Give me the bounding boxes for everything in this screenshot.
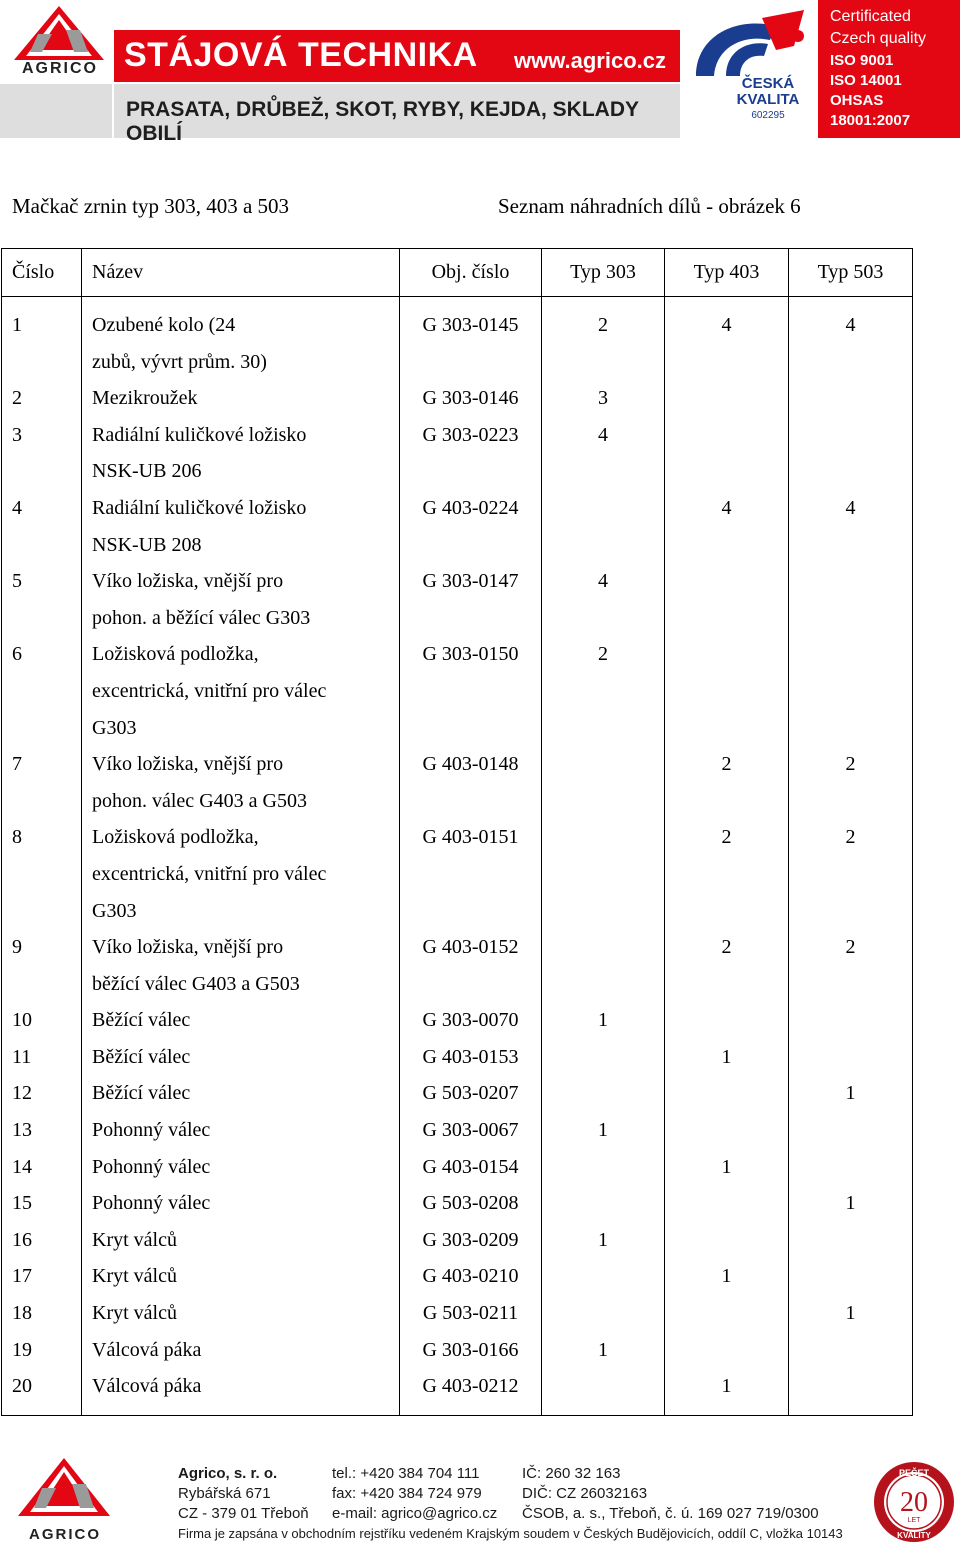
cell-number: 15 bbox=[2, 1185, 82, 1222]
cell-number: 17 bbox=[2, 1258, 82, 1295]
cell-name: Víko ložiska, vnější pro běžící válec G403 a G503 bbox=[82, 929, 400, 1002]
table-row bbox=[2, 1039, 913, 1076]
cell-qty-303 bbox=[542, 1185, 665, 1222]
cell-qty-403: 2 bbox=[665, 929, 789, 1002]
cell-qty-503 bbox=[789, 563, 913, 636]
table-row bbox=[2, 1295, 913, 1332]
cell-qty-503: 2 bbox=[789, 746, 913, 819]
cert-line: ISO 14001 bbox=[830, 72, 902, 89]
cell-name: Radiální kuličkové ložisko NSK-UB 208 bbox=[82, 490, 400, 563]
cell-name: Běžící válec bbox=[82, 1002, 400, 1039]
cell-qty-403 bbox=[665, 1075, 789, 1112]
cell-order-number: G 303-0145 bbox=[400, 297, 542, 381]
cell-qty-303 bbox=[542, 746, 665, 819]
cell-qty-403 bbox=[665, 1222, 789, 1259]
table-row bbox=[2, 490, 913, 563]
column-header: Typ 403 bbox=[665, 249, 789, 297]
cell-number: 10 bbox=[2, 1002, 82, 1039]
cert-line: OHSAS bbox=[830, 92, 884, 109]
table-row bbox=[2, 1112, 913, 1149]
cell-name: Běžící válec bbox=[82, 1075, 400, 1112]
cell-qty-303 bbox=[542, 1149, 665, 1186]
cell-qty-503: 1 bbox=[789, 1075, 913, 1112]
cell-qty-303: 4 bbox=[542, 563, 665, 636]
cell-qty-403: 4 bbox=[665, 297, 789, 381]
cell-qty-503 bbox=[789, 1112, 913, 1149]
cell-order-number: G 503-0207 bbox=[400, 1075, 542, 1112]
cell-number: 12 bbox=[2, 1075, 82, 1112]
table-row bbox=[2, 819, 913, 929]
cell-qty-503 bbox=[789, 1258, 913, 1295]
table-row bbox=[2, 746, 913, 819]
cell-order-number: G 303-0067 bbox=[400, 1112, 542, 1149]
cell-qty-403 bbox=[665, 1002, 789, 1039]
cell-qty-403 bbox=[665, 1112, 789, 1149]
table-row bbox=[2, 417, 913, 490]
cert-line: ISO 9001 bbox=[830, 52, 894, 69]
cell-number: 14 bbox=[2, 1149, 82, 1186]
cell-qty-503: 1 bbox=[789, 1185, 913, 1222]
footer-contact bbox=[332, 1464, 497, 1524]
quality-mark-line2: KVALITA bbox=[736, 91, 800, 108]
footer-brand-word: AGRICO bbox=[29, 1526, 101, 1543]
cell-qty-403: 2 bbox=[665, 746, 789, 819]
footer-registry-note: Firma je zapsána v obchodním rejstříku vedeném Krajským soudem v Českých Budějovicích, oddíl C, vložka 10143 bbox=[178, 1526, 843, 1541]
cell-qty-303: 1 bbox=[542, 1222, 665, 1259]
cell-name: Ložisková podložka, excentrická, vnitřní pro válec G303 bbox=[82, 636, 400, 746]
cell-name: Kryt válců bbox=[82, 1295, 400, 1332]
quality-mark-line1: ČESKÁ bbox=[741, 75, 795, 92]
cell-number: 16 bbox=[2, 1222, 82, 1259]
cell-qty-403: 1 bbox=[665, 1149, 789, 1186]
table-row bbox=[2, 1332, 913, 1369]
cell-name: Kryt válců bbox=[82, 1222, 400, 1259]
cell-qty-303: 1 bbox=[542, 1002, 665, 1039]
cell-qty-303: 4 bbox=[542, 417, 665, 490]
cell-qty-303: 2 bbox=[542, 636, 665, 746]
cell-qty-503: 2 bbox=[789, 819, 913, 929]
cell-order-number: G 303-0147 bbox=[400, 563, 542, 636]
company-name: Agrico, s. r. o. bbox=[178, 1465, 278, 1482]
cell-number: 1 bbox=[2, 297, 82, 381]
cell-qty-403: 1 bbox=[665, 1039, 789, 1076]
company-city: CZ - 379 01 Třeboň bbox=[178, 1505, 309, 1522]
document-title: Mačkač zrnin typ 303, 403 a 503 bbox=[12, 194, 290, 218]
cell-number: 19 bbox=[2, 1332, 82, 1369]
table-header-row bbox=[2, 249, 913, 297]
column-header: Typ 503 bbox=[789, 249, 913, 297]
cell-order-number: G 403-0153 bbox=[400, 1039, 542, 1076]
cert-line: 18001:2007 bbox=[830, 112, 911, 129]
cell-qty-503 bbox=[789, 417, 913, 490]
brand-word: AGRICO bbox=[22, 60, 98, 77]
table-row bbox=[2, 1258, 913, 1295]
cell-qty-403 bbox=[665, 636, 789, 746]
column-header: Obj. číslo bbox=[400, 249, 542, 297]
cell-qty-403 bbox=[665, 563, 789, 636]
cell-qty-503: 4 bbox=[789, 490, 913, 563]
cell-qty-503 bbox=[789, 636, 913, 746]
cell-number: 8 bbox=[2, 819, 82, 929]
cell-name: Kryt válců bbox=[82, 1258, 400, 1295]
column-header: Název bbox=[82, 249, 400, 297]
cell-name: Pohonný válec bbox=[82, 1149, 400, 1186]
table-row bbox=[2, 380, 913, 417]
cell-order-number: G 403-0151 bbox=[400, 819, 542, 929]
cell-name: Pohonný válec bbox=[82, 1185, 400, 1222]
cell-qty-303: 1 bbox=[542, 1112, 665, 1149]
quality-mark-text bbox=[728, 76, 808, 108]
cell-qty-503 bbox=[789, 1332, 913, 1369]
cell-order-number: G 403-0152 bbox=[400, 929, 542, 1002]
table-row bbox=[2, 1222, 913, 1259]
grey-strip bbox=[0, 84, 112, 138]
cell-qty-503 bbox=[789, 380, 913, 417]
cell-qty-503: 4 bbox=[789, 297, 913, 381]
quality-seal-icon bbox=[872, 1460, 956, 1544]
cell-qty-303 bbox=[542, 490, 665, 563]
cell-number: 4 bbox=[2, 490, 82, 563]
cert-line: Czech quality bbox=[830, 30, 927, 47]
cell-qty-303: 2 bbox=[542, 297, 665, 381]
cert-line: Certificated bbox=[830, 8, 911, 25]
cell-name: Válcová páka bbox=[82, 1368, 400, 1415]
cell-qty-303: 3 bbox=[542, 380, 665, 417]
footer-ids bbox=[522, 1464, 819, 1524]
cell-order-number: G 303-0070 bbox=[400, 1002, 542, 1039]
cell-name: Válcová páka bbox=[82, 1332, 400, 1369]
table-row bbox=[2, 636, 913, 746]
seal-top-text: PEČET bbox=[898, 1468, 930, 1478]
cell-name: Běžící válec bbox=[82, 1039, 400, 1076]
cell-number: 6 bbox=[2, 636, 82, 746]
cell-order-number: G 403-0212 bbox=[400, 1368, 542, 1415]
cell-qty-503 bbox=[789, 1002, 913, 1039]
table-row bbox=[2, 1075, 913, 1112]
cell-number: 9 bbox=[2, 929, 82, 1002]
cell-number: 13 bbox=[2, 1112, 82, 1149]
cell-qty-403 bbox=[665, 380, 789, 417]
cell-name: Mezikroužek bbox=[82, 380, 400, 417]
cell-qty-303 bbox=[542, 1075, 665, 1112]
table-body bbox=[2, 297, 913, 1416]
cell-number: 7 bbox=[2, 746, 82, 819]
table-row bbox=[2, 1368, 913, 1415]
cell-qty-503 bbox=[789, 1368, 913, 1415]
contact-email[interactable]: e-mail: agrico@agrico.cz bbox=[332, 1505, 498, 1522]
cell-name: Ozubené kolo (24 zubů, vývrt prům. 30) bbox=[82, 297, 400, 381]
cell-name: Pohonný válec bbox=[82, 1112, 400, 1149]
cell-number: 20 bbox=[2, 1368, 82, 1415]
cell-order-number: G 403-0154 bbox=[400, 1149, 542, 1186]
cell-qty-303 bbox=[542, 1295, 665, 1332]
page-header bbox=[0, 0, 960, 145]
cell-number: 2 bbox=[2, 380, 82, 417]
cell-name: Víko ložiska, vnější pro pohon. válec G403 a G503 bbox=[82, 746, 400, 819]
cell-order-number: G 303-0209 bbox=[400, 1222, 542, 1259]
parts-table bbox=[1, 248, 913, 1416]
quality-mark-number: 602295 bbox=[751, 110, 785, 121]
company-bank: ČSOB, a. s., Třeboň, č. ú. 169 027 719/0300 bbox=[522, 1505, 819, 1522]
company-dic: DIČ: CZ 26032163 bbox=[522, 1485, 648, 1502]
cell-number: 18 bbox=[2, 1295, 82, 1332]
cell-order-number: G 403-0148 bbox=[400, 746, 542, 819]
cell-name: Ložisková podložka, excentrická, vnitřní pro válec G303 bbox=[82, 819, 400, 929]
company-ic: IČ: 260 32 163 bbox=[522, 1465, 621, 1482]
cell-qty-403 bbox=[665, 417, 789, 490]
table-row bbox=[2, 929, 913, 1002]
cell-qty-403: 1 bbox=[665, 1258, 789, 1295]
seal-bottom-text: KVALITY bbox=[897, 1531, 931, 1540]
cell-qty-403: 4 bbox=[665, 490, 789, 563]
certification-box bbox=[818, 0, 960, 138]
cell-number: 5 bbox=[2, 563, 82, 636]
cell-order-number: G 303-0146 bbox=[400, 380, 542, 417]
cell-number: 11 bbox=[2, 1039, 82, 1076]
footer-company bbox=[178, 1464, 309, 1524]
cell-qty-303 bbox=[542, 819, 665, 929]
table-row bbox=[2, 297, 913, 381]
cell-qty-403 bbox=[665, 1185, 789, 1222]
cell-qty-503 bbox=[789, 1039, 913, 1076]
cell-qty-503 bbox=[789, 1222, 913, 1259]
cell-qty-303 bbox=[542, 1368, 665, 1415]
website-link[interactable]: www.agrico.cz bbox=[513, 48, 666, 73]
cell-qty-403: 1 bbox=[665, 1368, 789, 1415]
seal-unit-text: LET bbox=[907, 1517, 921, 1524]
cell-qty-303 bbox=[542, 1258, 665, 1295]
cell-qty-303 bbox=[542, 929, 665, 1002]
table-row bbox=[2, 563, 913, 636]
cell-order-number: G 303-0223 bbox=[400, 417, 542, 490]
contact-fax: fax: +420 384 724 979 bbox=[332, 1485, 482, 1502]
company-street: Rybářská 671 bbox=[178, 1485, 271, 1502]
cell-name: Radiální kuličkové ložisko NSK-UB 206 bbox=[82, 417, 400, 490]
cell-order-number: G 303-0150 bbox=[400, 636, 542, 746]
seal-number: 20 bbox=[900, 1487, 928, 1518]
cell-order-number: G 303-0166 bbox=[400, 1332, 542, 1369]
cell-order-number: G 503-0208 bbox=[400, 1185, 542, 1222]
cell-qty-403 bbox=[665, 1332, 789, 1369]
cell-name: Víko ložiska, vnější pro pohon. a běžící válec G303 bbox=[82, 563, 400, 636]
banner-subtitle: PRASATA, DRŮBEŽ, SKOT, RYBY, KEJDA, SKLADY OBILÍ bbox=[126, 98, 639, 145]
subtitle-band bbox=[114, 84, 680, 145]
cell-qty-503: 2 bbox=[789, 929, 913, 1002]
cell-qty-303: 1 bbox=[542, 1332, 665, 1369]
title-band bbox=[114, 30, 680, 82]
document-subtitle: Seznam náhradních dílů - obrázek 6 bbox=[498, 194, 801, 218]
cell-qty-403: 2 bbox=[665, 819, 789, 929]
cell-qty-403 bbox=[665, 1295, 789, 1332]
cell-order-number: G 403-0210 bbox=[400, 1258, 542, 1295]
banner-title: STÁJOVÁ TECHNIKA bbox=[124, 36, 478, 74]
cell-number: 3 bbox=[2, 417, 82, 490]
table-row bbox=[2, 1185, 913, 1222]
cell-qty-303 bbox=[542, 1039, 665, 1076]
cell-qty-503: 1 bbox=[789, 1295, 913, 1332]
cell-order-number: G 503-0211 bbox=[400, 1295, 542, 1332]
table-row bbox=[2, 1149, 913, 1186]
column-header: Číslo bbox=[2, 249, 82, 297]
cell-order-number: G 403-0224 bbox=[400, 490, 542, 563]
cell-qty-503 bbox=[789, 1149, 913, 1186]
ceska-kvalita-logo-icon bbox=[686, 6, 810, 126]
column-header: Typ 303 bbox=[542, 249, 665, 297]
contact-phone: tel.: +420 384 704 111 bbox=[332, 1465, 480, 1482]
table-row bbox=[2, 1002, 913, 1039]
